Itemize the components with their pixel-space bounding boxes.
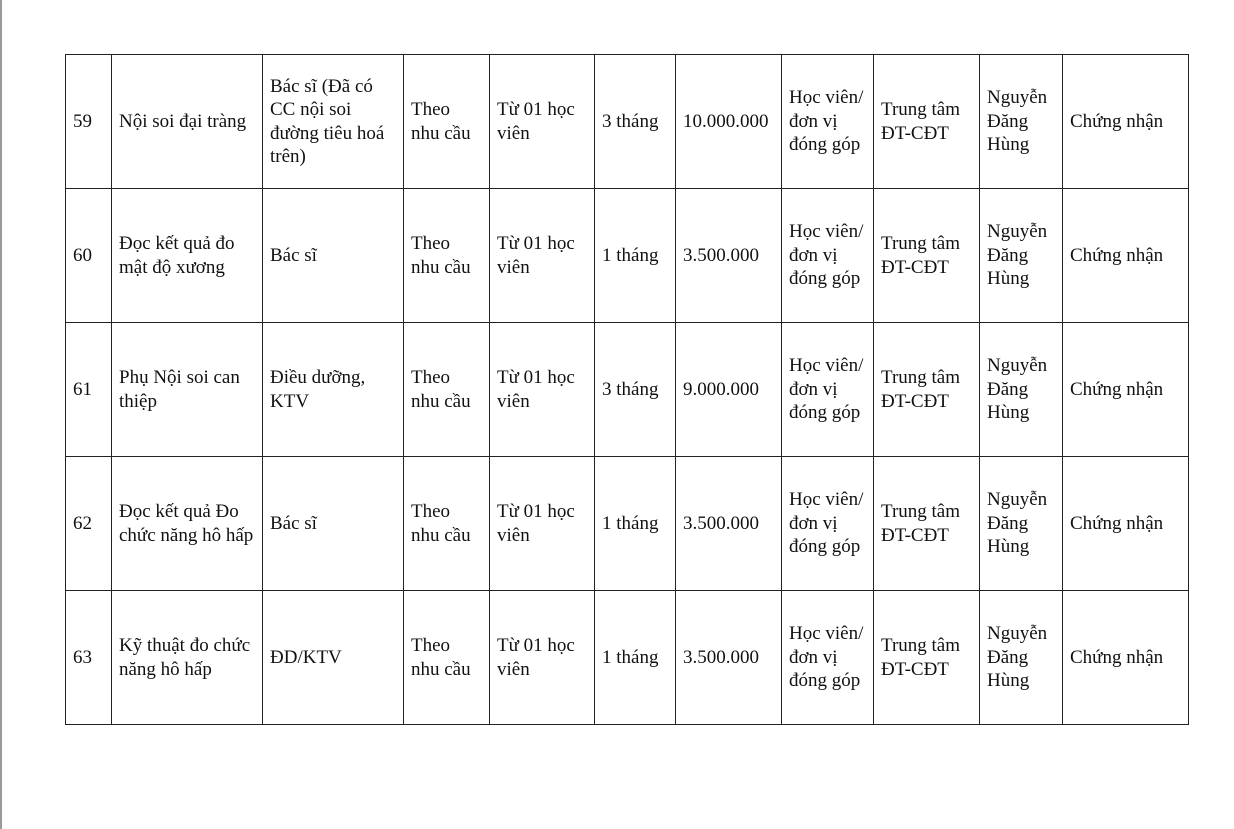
course-name: Đọc kết quả Đo chức năng hô hấp [112,457,263,591]
course-unit: Trung tâm ĐT-CĐT [874,323,980,457]
course-enrollment: Từ 01 học viên [490,189,595,323]
course-scale: Theo nhu cầu [404,323,490,457]
course-enrollment: Từ 01 học viên [490,457,595,591]
course-person: Nguyễn Đăng Hùng [980,457,1063,591]
row-number: 59 [66,55,112,189]
table-row [66,591,1189,725]
course-person: Nguyễn Đăng Hùng [980,323,1063,457]
course-duration: 3 tháng [595,323,676,457]
row-number: 60 [66,189,112,323]
course-scale: Theo nhu cầu [404,55,490,189]
course-enrollment: Từ 01 học viên [490,55,595,189]
course-fee: 9.000.000 [676,323,782,457]
page-left-edge [0,0,2,829]
course-unit: Trung tâm ĐT-CĐT [874,591,980,725]
course-target: Bác sĩ (Đã có CC nội soi đường tiêu hoá trên) [263,55,404,189]
course-duration: 1 tháng [595,189,676,323]
course-certificate: Chứng nhận [1063,323,1189,457]
row-number: 63 [66,591,112,725]
course-enrollment: Từ 01 học viên [490,591,595,725]
course-name: Đọc kết quả đo mật độ xương [112,189,263,323]
table-row [66,323,1189,457]
row-number: 62 [66,457,112,591]
course-fee: 3.500.000 [676,457,782,591]
course-target: Bác sĩ [263,189,404,323]
course-funding: Học viên/ đơn vị đóng góp [782,323,874,457]
course-certificate: Chứng nhận [1063,591,1189,725]
course-funding: Học viên/ đơn vị đóng góp [782,189,874,323]
course-person: Nguyễn Đăng Hùng [980,55,1063,189]
course-name: Nội soi đại tràng [112,55,263,189]
course-funding: Học viên/ đơn vị đóng góp [782,591,874,725]
course-funding: Học viên/ đơn vị đóng góp [782,457,874,591]
course-fee: 10.000.000 [676,55,782,189]
course-fee: 3.500.000 [676,591,782,725]
course-certificate: Chứng nhận [1063,55,1189,189]
row-number: 61 [66,323,112,457]
course-enrollment: Từ 01 học viên [490,323,595,457]
course-duration: 1 tháng [595,591,676,725]
course-person: Nguyễn Đăng Hùng [980,189,1063,323]
course-fee: 3.500.000 [676,189,782,323]
course-name: Phụ Nội soi can thiệp [112,323,263,457]
course-target: Điều dưỡng, KTV [263,323,404,457]
table-row [66,457,1189,591]
course-name: Kỹ thuật đo chức năng hô hấp [112,591,263,725]
course-scale: Theo nhu cầu [404,457,490,591]
course-funding: Học viên/ đơn vị đóng góp [782,55,874,189]
course-scale: Theo nhu cầu [404,189,490,323]
course-target: ĐD/KTV [263,591,404,725]
course-scale: Theo nhu cầu [404,591,490,725]
training-courses-table [65,54,1189,725]
table-row [66,55,1189,189]
course-duration: 1 tháng [595,457,676,591]
course-unit: Trung tâm ĐT-CĐT [874,457,980,591]
table-row [66,189,1189,323]
course-unit: Trung tâm ĐT-CĐT [874,55,980,189]
course-target: Bác sĩ [263,457,404,591]
course-certificate: Chứng nhận [1063,457,1189,591]
course-unit: Trung tâm ĐT-CĐT [874,189,980,323]
course-duration: 3 tháng [595,55,676,189]
course-person: Nguyễn Đăng Hùng [980,591,1063,725]
course-certificate: Chứng nhận [1063,189,1189,323]
